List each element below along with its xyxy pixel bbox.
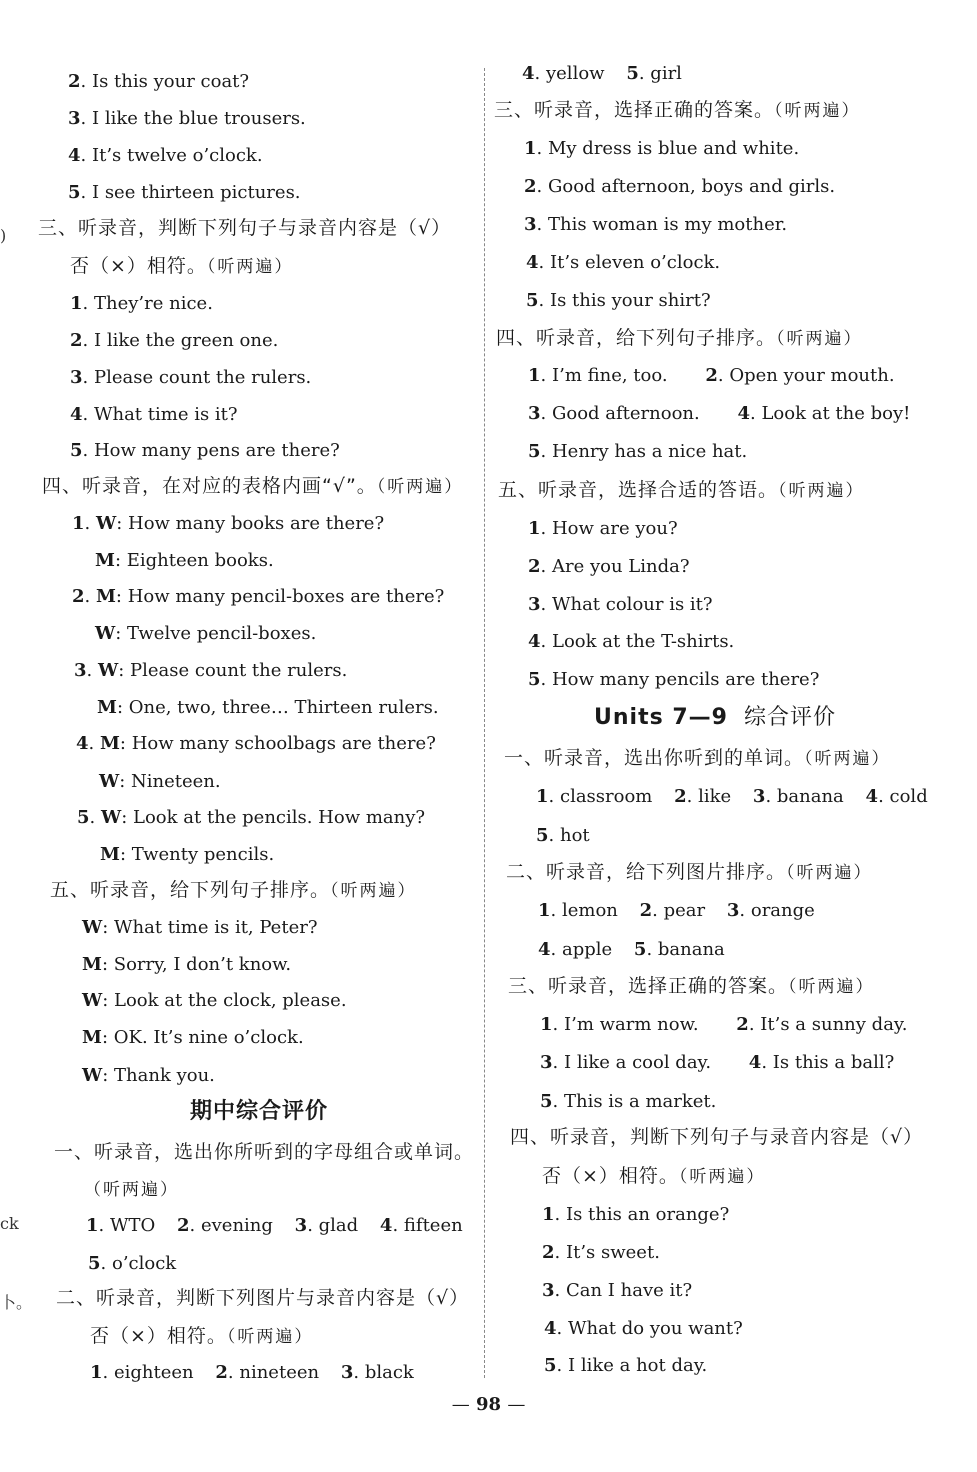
answer-row: 3. I like a cool day. 4. Is this a ball? [540,1052,895,1073]
dialogue-line: M: Eighteen books. [95,550,274,571]
section-heading: 四、听录音，在对应的表格内画“√”。（听两遍） [42,475,464,497]
section-heading: 四、听录音，判断下列句子与录音内容是（√） [510,1126,924,1148]
dialogue-line: W: Twelve pencil-boxes. [95,623,317,644]
dialogue-line: 2. M: How many pencil-boxes are there? [72,586,445,607]
list-item: 5. o’clock [88,1253,177,1274]
list-item: 4. It’s twelve o’clock. [68,145,263,166]
dialogue-line: 5. W: Look at the pencils. How many? [77,807,426,828]
listen-hint: （听两遍） [84,1180,179,1200]
answer-row: 1. eighteen 2. nineteen 3. black [90,1362,414,1383]
section-heading: 否（×）相符。（听两遍） [542,1165,766,1187]
section-heading: 一、听录音，选出你所听到的字母组合或单词。 [54,1141,475,1163]
list-item: 4. What time is it? [70,404,238,425]
column-divider [484,68,485,1378]
list-item: 5. Is this your shirt? [526,290,711,311]
dialogue-line: 3. W: Please count the rulers. [74,660,348,681]
list-item: 5. How many pens are there? [70,440,340,461]
list-item: 2. Are you Linda? [528,556,690,577]
section-heading: 四、听录音，给下列句子排序。（听两遍） [496,327,863,349]
section-heading: 三、听录音，选择正确的答案。（听两遍） [508,975,875,997]
edge-fragment: 卜。 [0,1293,33,1312]
dialogue-line: 1. W: How many books are there? [72,513,385,534]
dialogue-line: M: One, two, three… Thirteen rulers. [97,697,439,718]
list-item: 3. What colour is it? [528,594,713,615]
dialogue-line: M: Twenty pencils. [100,844,275,865]
section-heading: 否（×）相符。（听两遍） [90,1325,314,1347]
list-item: 5. I like a hot day. [544,1355,708,1376]
section-heading: 三、听录音，选择正确的答案。（听两遍） [494,99,861,121]
section-heading: 五、听录音，给下列句子排序。（听两遍） [50,879,417,901]
section-heading: 三、听录音，判断下列句子与录音内容是（√） [38,217,452,239]
list-item: 1. Is this an orange? [542,1204,730,1225]
answer-row: 3. Good afternoon. 4. Look at the boy! [528,403,911,424]
section-heading: 一、听录音，选出你听到的单词。（听两遍） [504,747,891,769]
list-item: 1. My dress is blue and white. [524,138,800,159]
list-item: 2. It’s sweet. [542,1242,660,1263]
dialogue-line: 4. M: How many schoolbags are there? [76,733,436,754]
edge-fragment: ck [0,1214,19,1233]
list-item: 1. They’re nice. [70,293,213,314]
list-item: 5. How many pencils are there? [528,669,820,690]
list-item: 3. Can I have it? [542,1280,693,1301]
answer-row: 1. WTO 2. evening 3. glad 4. fifteen [86,1215,463,1236]
list-item: 2. I like the green one. [70,330,279,351]
dialogue-line: M: OK. It’s nine o’clock. [82,1027,304,1048]
section-heading: 否（×）相符。（听两遍） [70,255,294,277]
list-item: 4. It’s eleven o’clock. [526,252,721,273]
answer-row: 1. I’m fine, too. 2. Open your mouth. [528,365,895,386]
list-item: 5. I see thirteen pictures. [68,182,301,203]
list-item: 5. This is a market. [540,1091,717,1112]
answer-row: 1. I’m warm now. 2. It’s a sunny day. [540,1014,908,1035]
list-item: 2. Is this your coat? [68,71,250,92]
dialogue-line: W: Look at the clock, please. [82,990,347,1011]
answer-row: 4. apple 5. banana [538,939,725,960]
section-heading: 二、听录音，给下列图片排序。（听两遍） [506,861,873,883]
section-title: 期中综合评价 [190,1099,329,1124]
section-heading: 二、听录音，判断下列图片与录音内容是（√） [56,1287,470,1309]
answer-row: 1. classroom 2. like 3. banana 4. cold [536,786,928,807]
section-heading: 五、听录音，选择合适的答语。（听两遍） [498,479,865,501]
list-item: 3. This woman is my mother. [524,214,788,235]
list-item: 4. Look at the T-shirts. [528,631,735,652]
list-item: 3. Please count the rulers. [70,367,312,388]
dialogue-line: M: Sorry, I don’t know. [82,954,292,975]
dialogue-line: W: Thank you. [82,1065,215,1086]
list-item: 3. I like the blue trousers. [68,108,306,129]
edge-fragment: ) [0,226,7,245]
list-item: 5. hot [536,825,590,846]
list-item: 4. What do you want? [544,1318,743,1339]
list-item: 2. Good afternoon, boys and girls. [524,176,836,197]
dialogue-line: W: Nineteen. [99,771,221,792]
page-number: — 98 — [451,1394,526,1415]
answer-row: 1. lemon 2. pear 3. orange [538,900,815,921]
list-item: 5. Henry has a nice hat. [528,441,748,462]
dialogue-line: W: What time is it, Peter? [82,917,318,938]
answer-row: 4. yellow 5. girl [522,63,682,84]
section-title: Units 7—9 综合评价 [594,705,836,730]
list-item: 1. How are you? [528,518,678,539]
